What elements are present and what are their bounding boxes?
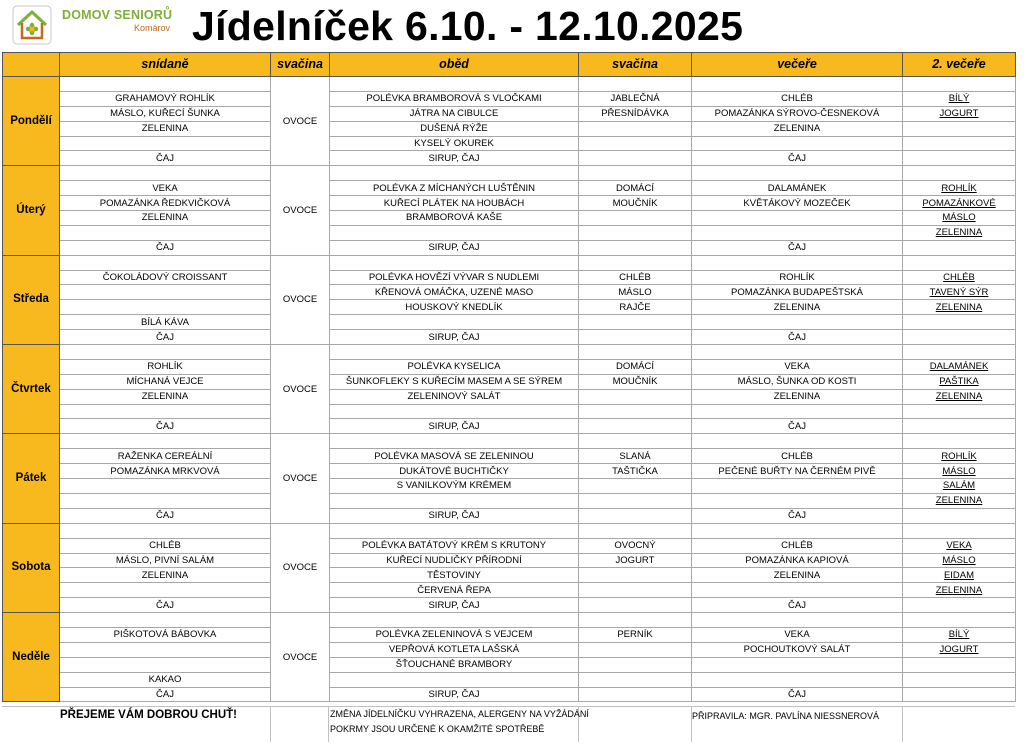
dinner-cell: DALAMÁNEK: [692, 181, 903, 196]
lunch-cell: [330, 404, 579, 419]
lunch-cell: KUŘECÍ NUDLIČKY PŘÍRODNÍ: [330, 553, 579, 568]
breakfast-cell: [60, 523, 271, 538]
table-row: [3, 330, 1016, 345]
table-row: [3, 627, 1016, 642]
lunch-cell: S VANILKOVÝM KRÉMEM: [330, 479, 579, 494]
dinner-cell: [692, 657, 903, 672]
footer-portions-note: POKRMY JSOU URČENÉ K OKAMŽITÉ SPOTŘEBĚ: [330, 724, 545, 734]
brand-name: DOMOV SENIORŮ: [62, 8, 173, 22]
afternoon-snack-cell: PERNÍK: [579, 627, 692, 642]
column-header-afternoon-snack: svačina: [579, 53, 692, 77]
morning-snack-cell: OVOCE: [271, 345, 330, 434]
afternoon-snack-cell: [579, 672, 692, 687]
morning-snack-cell: OVOCE: [271, 77, 330, 166]
breakfast-cell: [60, 285, 271, 300]
lunch-cell: SIRUP, ČAJ: [330, 419, 579, 434]
brand-city: Komárov: [133, 23, 170, 33]
footer: [2, 706, 1015, 742]
afternoon-snack-cell: [579, 121, 692, 136]
lunch-cell: TĚSTOVINY: [330, 568, 579, 583]
morning-snack-cell: OVOCE: [271, 434, 330, 523]
dinner-cell: MÁSLO, ŠUNKA OD KOSTI: [692, 374, 903, 389]
table-row: [3, 315, 1016, 330]
second-dinner-cell: [903, 345, 1016, 360]
day-label: Čtvrtek: [3, 345, 60, 434]
afternoon-snack-cell: [579, 523, 692, 538]
afternoon-snack-cell: [579, 568, 692, 583]
breakfast-cell: [60, 300, 271, 315]
second-dinner-cell: [903, 255, 1016, 270]
second-dinner-cell: [903, 434, 1016, 449]
lunch-cell: [330, 77, 579, 92]
second-dinner-cell: BÍLÝ: [903, 627, 1016, 642]
table-row: [3, 404, 1016, 419]
morning-snack-cell: OVOCE: [271, 613, 330, 702]
lunch-cell: SIRUP, ČAJ: [330, 687, 579, 702]
lunch-cell: HOUSKOVÝ KNEDLÍK: [330, 300, 579, 315]
afternoon-snack-cell: [579, 77, 692, 92]
second-dinner-cell: [903, 404, 1016, 419]
afternoon-snack-cell: [579, 389, 692, 404]
table-row: [3, 508, 1016, 523]
afternoon-snack-cell: DOMÁCÍ: [579, 359, 692, 374]
lunch-cell: SIRUP, ČAJ: [330, 330, 579, 345]
lunch-cell: [330, 434, 579, 449]
second-dinner-cell: ROHLÍK: [903, 449, 1016, 464]
lunch-cell: SIRUP, ČAJ: [330, 508, 579, 523]
table-row: [3, 166, 1016, 181]
lunch-cell: ŠŤOUCHANÉ BRAMBORY: [330, 657, 579, 672]
second-dinner-cell: PAŠTIKA: [903, 374, 1016, 389]
second-dinner-cell: MÁSLO: [903, 211, 1016, 226]
dinner-cell: KVĚTÁKOVÝ MOZEČEK: [692, 196, 903, 211]
second-dinner-cell: [903, 687, 1016, 702]
table-row: [3, 136, 1016, 151]
column-header-lunch: oběd: [330, 53, 579, 77]
lunch-cell: JÁTRA NA CIBULCE: [330, 106, 579, 121]
dinner-cell: PEČENÉ BUŘTY NA ČERNÉM PIVĚ: [692, 464, 903, 479]
dinner-cell: ČAJ: [692, 687, 903, 702]
column-header-dinner: večeře: [692, 53, 903, 77]
afternoon-snack-cell: [579, 315, 692, 330]
table-row: [3, 225, 1016, 240]
table-row: [3, 672, 1016, 687]
afternoon-snack-cell: MOUČNÍK: [579, 374, 692, 389]
afternoon-snack-cell: [579, 255, 692, 270]
afternoon-snack-cell: [579, 598, 692, 613]
afternoon-snack-cell: MÁSLO: [579, 285, 692, 300]
lunch-cell: [330, 493, 579, 508]
afternoon-snack-cell: SLANÁ: [579, 449, 692, 464]
dinner-cell: POMAZÁNKA KAPIOVÁ: [692, 553, 903, 568]
footer-prepared-by: PŘIPRAVILA: MGR. PAVLÍNA NIESSNEROVÁ: [692, 711, 880, 721]
breakfast-cell: POMAZÁNKA ŘEDKVIČKOVÁ: [60, 196, 271, 211]
dinner-cell: [692, 136, 903, 151]
dinner-cell: POMAZÁNKA SÝROVO-ČESNEKOVÁ: [692, 106, 903, 121]
breakfast-cell: ČAJ: [60, 687, 271, 702]
lunch-cell: BRAMBOROVÁ KAŠE: [330, 211, 579, 226]
table-row: [3, 523, 1016, 538]
afternoon-snack-cell: [579, 493, 692, 508]
lunch-cell: ČERVENÁ ŘEPA: [330, 583, 579, 598]
second-dinner-cell: MÁSLO: [903, 464, 1016, 479]
breakfast-cell: ZELENINA: [60, 389, 271, 404]
table-row: [3, 449, 1016, 464]
dinner-cell: [692, 315, 903, 330]
table-row: [3, 642, 1016, 657]
second-dinner-cell: [903, 315, 1016, 330]
second-dinner-cell: [903, 672, 1016, 687]
afternoon-snack-cell: [579, 642, 692, 657]
second-dinner-cell: TAVENÝ SÝR: [903, 285, 1016, 300]
afternoon-snack-cell: [579, 240, 692, 255]
table-row: [3, 479, 1016, 494]
breakfast-cell: ČAJ: [60, 151, 271, 166]
dinner-cell: POCHOUTKOVÝ SALÁT: [692, 642, 903, 657]
dinner-cell: [692, 77, 903, 92]
afternoon-snack-cell: [579, 225, 692, 240]
table-row: [3, 538, 1016, 553]
day-label: Sobota: [3, 523, 60, 612]
second-dinner-cell: ZELENINA: [903, 583, 1016, 598]
dinner-cell: ČAJ: [692, 598, 903, 613]
lunch-cell: POLÉVKA ZELENINOVÁ S VEJCEM: [330, 627, 579, 642]
second-dinner-cell: [903, 419, 1016, 434]
second-dinner-cell: [903, 508, 1016, 523]
dinner-cell: POMAZÁNKA BUDAPEŠTSKÁ: [692, 285, 903, 300]
breakfast-cell: ČOKOLÁDOVÝ CROISSANT: [60, 270, 271, 285]
house-logo-icon: [12, 5, 52, 45]
second-dinner-cell: SALÁM: [903, 479, 1016, 494]
dinner-cell: ČAJ: [692, 508, 903, 523]
breakfast-cell: [60, 404, 271, 419]
second-dinner-cell: [903, 523, 1016, 538]
dinner-cell: ČAJ: [692, 330, 903, 345]
dinner-cell: [692, 523, 903, 538]
breakfast-cell: BÍLÁ KÁVA: [60, 315, 271, 330]
second-dinner-cell: ROHLÍK: [903, 181, 1016, 196]
second-dinner-cell: POMAZÁNKOVÉ: [903, 196, 1016, 211]
breakfast-cell: ČAJ: [60, 508, 271, 523]
lunch-cell: ZELENINOVÝ SALÁT: [330, 389, 579, 404]
table-row: [3, 106, 1016, 121]
breakfast-cell: [60, 77, 271, 92]
second-dinner-cell: JOGURT: [903, 642, 1016, 657]
second-dinner-cell: [903, 613, 1016, 628]
table-row: [3, 345, 1016, 360]
table-row: [3, 196, 1016, 211]
breakfast-cell: RAŽENKA CEREÁLNÍ: [60, 449, 271, 464]
afternoon-snack-cell: MOUČNÍK: [579, 196, 692, 211]
second-dinner-cell: [903, 166, 1016, 181]
second-dinner-cell: [903, 136, 1016, 151]
breakfast-cell: PIŠKOTOVÁ BÁBOVKA: [60, 627, 271, 642]
table-row: [3, 151, 1016, 166]
table-row: [3, 419, 1016, 434]
breakfast-cell: [60, 225, 271, 240]
breakfast-cell: [60, 583, 271, 598]
afternoon-snack-cell: [579, 613, 692, 628]
footer-change-note: ZMĚNA JÍDELNÍČKU VYHRAZENA, ALERGENY NA VYŽÁDÁNÍ: [330, 709, 589, 719]
breakfast-cell: ZELENINA: [60, 211, 271, 226]
second-dinner-cell: MÁSLO: [903, 553, 1016, 568]
dinner-cell: ZELENINA: [692, 568, 903, 583]
afternoon-snack-cell: [579, 136, 692, 151]
second-dinner-cell: BÍLÝ: [903, 91, 1016, 106]
table-row: [3, 598, 1016, 613]
dinner-cell: CHLÉB: [692, 449, 903, 464]
lunch-cell: [330, 523, 579, 538]
lunch-cell: DUKÁTOVÉ BUCHTIČKY: [330, 464, 579, 479]
table-row: [3, 374, 1016, 389]
table-row: [3, 77, 1016, 92]
brand: [62, 8, 180, 33]
breakfast-cell: [60, 434, 271, 449]
afternoon-snack-cell: JOGURT: [579, 553, 692, 568]
lunch-cell: [330, 345, 579, 360]
table-row: [3, 389, 1016, 404]
afternoon-snack-cell: [579, 583, 692, 598]
dinner-cell: ROHLÍK: [692, 270, 903, 285]
breakfast-cell: CHLÉB: [60, 538, 271, 553]
day-label: Úterý: [3, 166, 60, 255]
dinner-cell: CHLÉB: [692, 538, 903, 553]
afternoon-snack-cell: [579, 657, 692, 672]
second-dinner-cell: ZELENINA: [903, 225, 1016, 240]
lunch-cell: KUŘECÍ PLÁTEK NA HOUBÁCH: [330, 196, 579, 211]
table-row: [3, 270, 1016, 285]
second-dinner-cell: [903, 77, 1016, 92]
table-row: [3, 687, 1016, 702]
lunch-cell: SIRUP, ČAJ: [330, 240, 579, 255]
lunch-cell: [330, 225, 579, 240]
second-dinner-cell: ZELENINA: [903, 300, 1016, 315]
table-row: [3, 285, 1016, 300]
afternoon-snack-cell: CHLÉB: [579, 270, 692, 285]
dinner-cell: [692, 255, 903, 270]
dinner-cell: ZELENINA: [692, 300, 903, 315]
breakfast-cell: ROHLÍK: [60, 359, 271, 374]
lunch-cell: SIRUP, ČAJ: [330, 151, 579, 166]
header-corner: [3, 53, 60, 77]
table-row: [3, 181, 1016, 196]
second-dinner-cell: EIDAM: [903, 568, 1016, 583]
breakfast-cell: MÁSLO, KUŘECÍ ŠUNKA: [60, 106, 271, 121]
dinner-cell: [692, 613, 903, 628]
afternoon-snack-cell: JABLEČNÁ: [579, 91, 692, 106]
second-dinner-cell: CHLÉB: [903, 270, 1016, 285]
breakfast-cell: [60, 479, 271, 494]
day-label: Pátek: [3, 434, 60, 523]
afternoon-snack-cell: [579, 330, 692, 345]
table-row: [3, 300, 1016, 315]
afternoon-snack-cell: [579, 687, 692, 702]
column-header-second-dinner: 2. večeře: [903, 53, 1016, 77]
breakfast-cell: MÁSLO, PIVNÍ SALÁM: [60, 553, 271, 568]
afternoon-snack-cell: [579, 479, 692, 494]
lunch-cell: POLÉVKA Z MÍCHANÝCH LUŠTĚNIN: [330, 181, 579, 196]
breakfast-cell: KAKAO: [60, 672, 271, 687]
breakfast-cell: [60, 642, 271, 657]
day-label: Neděle: [3, 613, 60, 702]
lunch-cell: [330, 166, 579, 181]
lunch-cell: [330, 672, 579, 687]
table-row: [3, 657, 1016, 672]
afternoon-snack-cell: [579, 211, 692, 226]
table-row: [3, 553, 1016, 568]
dinner-cell: [692, 434, 903, 449]
second-dinner-cell: ZELENINA: [903, 389, 1016, 404]
second-dinner-cell: [903, 121, 1016, 136]
lunch-cell: SIRUP, ČAJ: [330, 598, 579, 613]
menu-body: [3, 77, 1016, 702]
breakfast-cell: GRAHAMOVÝ ROHLÍK: [60, 91, 271, 106]
lunch-cell: KŘENOVÁ OMÁČKA, UZENÉ MASO: [330, 285, 579, 300]
breakfast-cell: [60, 345, 271, 360]
lunch-cell: POLÉVKA HOVĚZÍ VÝVAR S NUDLEMI: [330, 270, 579, 285]
breakfast-cell: ČAJ: [60, 598, 271, 613]
table-row: [3, 255, 1016, 270]
menu-table: [2, 52, 1016, 702]
afternoon-snack-cell: OVOCNÝ: [579, 538, 692, 553]
dinner-cell: [692, 583, 903, 598]
dinner-cell: CHLÉB: [692, 91, 903, 106]
table-row: [3, 613, 1016, 628]
table-row: [3, 583, 1016, 598]
afternoon-snack-cell: [579, 419, 692, 434]
afternoon-snack-cell: [579, 434, 692, 449]
table-row: [3, 434, 1016, 449]
breakfast-cell: [60, 613, 271, 628]
footer-wish: PŘEJEME VÁM DOBROU CHUŤ!: [60, 709, 237, 721]
breakfast-cell: ZELENINA: [60, 121, 271, 136]
breakfast-cell: POMAZÁNKA MRKVOVÁ: [60, 464, 271, 479]
lunch-cell: POLÉVKA KYSELICA: [330, 359, 579, 374]
lunch-cell: KYSELÝ OKUREK: [330, 136, 579, 151]
table-row: [3, 464, 1016, 479]
afternoon-snack-cell: PŘESNÍDÁVKA: [579, 106, 692, 121]
second-dinner-cell: [903, 240, 1016, 255]
dinner-cell: [692, 493, 903, 508]
morning-snack-cell: OVOCE: [271, 523, 330, 612]
dinner-cell: VEKA: [692, 359, 903, 374]
second-dinner-cell: VEKA: [903, 538, 1016, 553]
table-row: [3, 121, 1016, 136]
page-header: [0, 0, 1024, 52]
breakfast-cell: MÍCHANÁ VEJCE: [60, 374, 271, 389]
afternoon-snack-cell: [579, 404, 692, 419]
afternoon-snack-cell: [579, 151, 692, 166]
dinner-cell: ČAJ: [692, 151, 903, 166]
morning-snack-cell: OVOCE: [271, 166, 330, 255]
second-dinner-cell: [903, 657, 1016, 672]
lunch-cell: POLÉVKA MASOVÁ SE ZELENINOU: [330, 449, 579, 464]
table-row: [3, 493, 1016, 508]
dinner-cell: [692, 672, 903, 687]
page-title: Jídelníček 6.10. - 12.10.2025: [192, 3, 744, 49]
breakfast-cell: VEKA: [60, 181, 271, 196]
breakfast-cell: ČAJ: [60, 330, 271, 345]
afternoon-snack-cell: [579, 166, 692, 181]
table-row: [3, 91, 1016, 106]
dinner-cell: [692, 479, 903, 494]
table-row: [3, 568, 1016, 583]
afternoon-snack-cell: RAJČE: [579, 300, 692, 315]
table-row: [3, 240, 1016, 255]
second-dinner-cell: JOGURT: [903, 106, 1016, 121]
breakfast-cell: [60, 136, 271, 151]
second-dinner-cell: [903, 330, 1016, 345]
breakfast-cell: [60, 255, 271, 270]
lunch-cell: ŠUNKOFLEKY S KUŘECÍM MASEM A SE SÝREM: [330, 374, 579, 389]
header-row: [3, 53, 1016, 77]
lunch-cell: [330, 255, 579, 270]
dinner-cell: ČAJ: [692, 419, 903, 434]
breakfast-cell: ZELENINA: [60, 568, 271, 583]
day-label: Pondělí: [3, 77, 60, 166]
table-row: [3, 211, 1016, 226]
breakfast-cell: [60, 657, 271, 672]
table-row: [3, 359, 1016, 374]
lunch-cell: VEPŘOVÁ KOTLETA LAŠSKÁ: [330, 642, 579, 657]
lunch-cell: POLÉVKA BATÁTOVÝ KRÉM S KRUTONY: [330, 538, 579, 553]
second-dinner-cell: [903, 151, 1016, 166]
dinner-cell: [692, 345, 903, 360]
column-header-breakfast: snídaně: [60, 53, 271, 77]
dinner-cell: [692, 225, 903, 240]
dinner-cell: VEKA: [692, 627, 903, 642]
lunch-cell: [330, 315, 579, 330]
lunch-cell: DUŠENÁ RÝŽE: [330, 121, 579, 136]
second-dinner-cell: ZELENINA: [903, 493, 1016, 508]
dinner-cell: [692, 404, 903, 419]
lunch-cell: POLÉVKA BRAMBOROVÁ S VLOČKAMI: [330, 91, 579, 106]
afternoon-snack-cell: DOMÁCÍ: [579, 181, 692, 196]
afternoon-snack-cell: [579, 345, 692, 360]
breakfast-cell: ČAJ: [60, 419, 271, 434]
dinner-cell: ČAJ: [692, 240, 903, 255]
second-dinner-cell: [903, 598, 1016, 613]
dinner-cell: [692, 166, 903, 181]
afternoon-snack-cell: [579, 508, 692, 523]
morning-snack-cell: OVOCE: [271, 255, 330, 344]
day-label: Středa: [3, 255, 60, 344]
dinner-cell: [692, 211, 903, 226]
column-header-morning-snack: svačina: [271, 53, 330, 77]
breakfast-cell: ČAJ: [60, 240, 271, 255]
dinner-cell: ZELENINA: [692, 121, 903, 136]
breakfast-cell: [60, 166, 271, 181]
dinner-cell: ZELENINA: [692, 389, 903, 404]
breakfast-cell: [60, 493, 271, 508]
afternoon-snack-cell: TAŠTIČKA: [579, 464, 692, 479]
lunch-cell: [330, 613, 579, 628]
second-dinner-cell: DALAMÁNEK: [903, 359, 1016, 374]
